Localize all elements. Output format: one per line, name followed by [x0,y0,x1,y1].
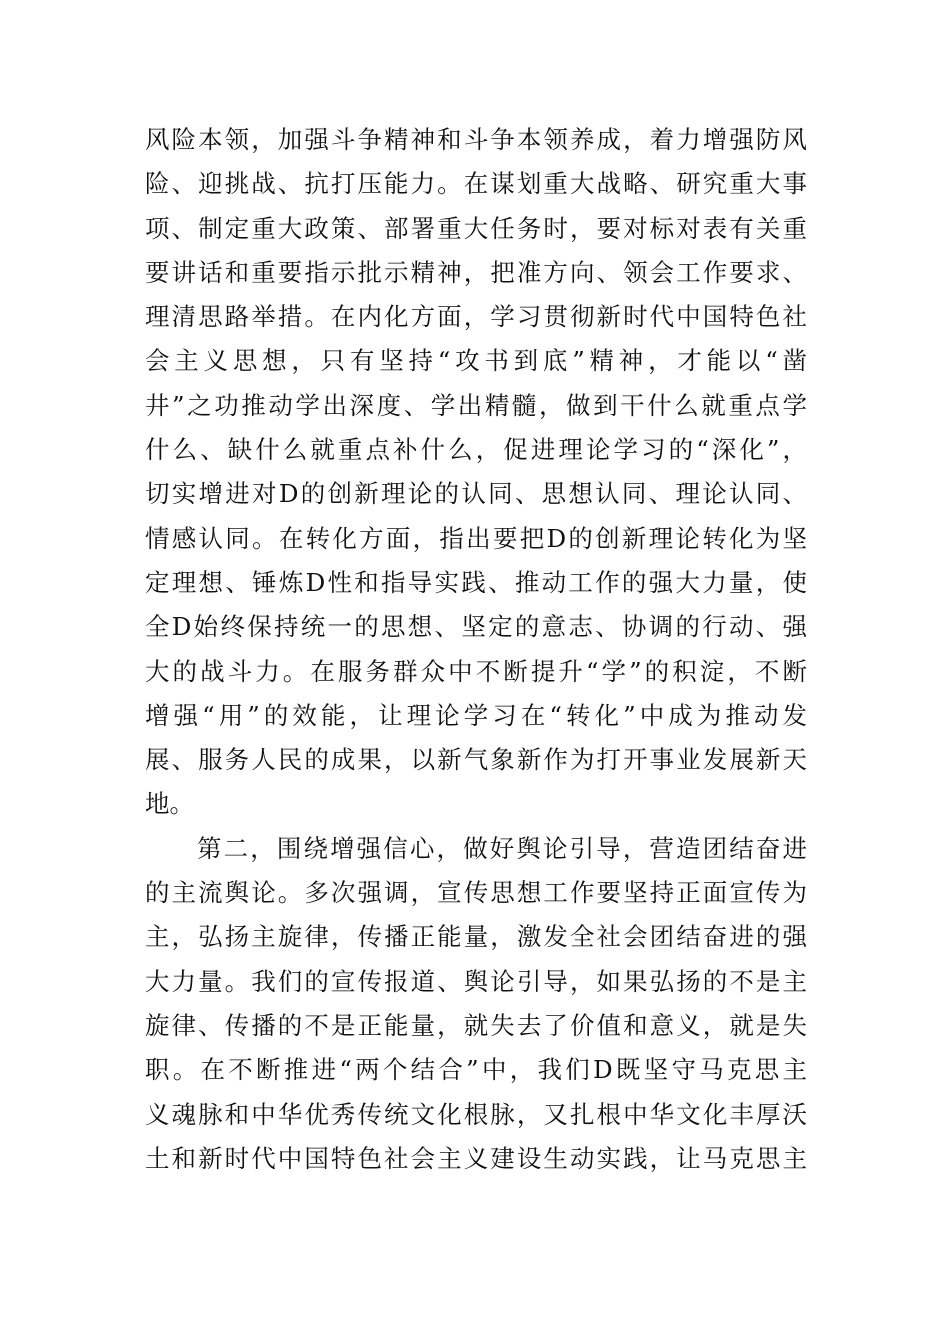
text-line: 情感认同。在转化方面，指出要把D的创新理论转化为坚 [145,523,807,553]
text-line: 什么、缺什么就重点补什么，促进理论学习的“深化”， [145,435,807,465]
text-line: 展、服务人民的成果，以新气象新作为打开事业发展新天 [145,745,807,775]
text-line: 险、迎挑战、抗打压能力。在谋划重大战略、研究重大事 [145,169,807,199]
text-line: 大力量。我们的宣传报道、舆论引导，如果弘扬的不是主 [145,966,807,996]
text-line: 井”之功推动学出深度、学出精髓，做到干什么就重点学 [145,390,807,420]
text-line: 的主流舆论。多次强调，宣传思想工作要坚持正面宣传为 [145,878,807,908]
text-line: 切实增进对D的创新理论的认同、思想认同、理论认同、 [145,479,807,509]
text-line: 会主义思想，只有坚持“攻书到底”精神，才能以“凿 [145,346,807,376]
text-line: 风险本领，加强斗争精神和斗争本领养成，着力增强防风 [145,125,807,154]
text-line: 理清思路举措。在内化方面，学习贯彻新时代中国特色社 [145,302,807,332]
paragraph-start-line: 第二，围绕增强信心，做好舆论引导，营造团结奋进 [197,833,807,863]
body-text [145,118,807,1181]
paragraph-end-line: 地。 [145,789,194,819]
text-line: 增强“用”的效能，让理论学习在“转化”中成为推动发 [145,700,807,730]
text-line: 全D始终保持统一的思想、坚定的意志、协调的行动、强 [145,612,807,642]
text-line: 主，弘扬主旋律，传播正能量，激发全社会团结奋进的强 [145,922,807,952]
text-line: 大的战斗力。在服务群众中不断提升“学”的积淀，不断 [145,656,807,686]
text-line: 定理想、锤炼D性和指导实践、推动工作的强大力量，使 [145,567,807,597]
text-line: 项、制定重大政策、部署重大任务时，要对标对表有关重 [145,213,807,243]
text-line: 要讲话和重要指示批示精神，把准方向、领会工作要求、 [145,257,807,287]
text-line: 旋律、传播的不是正能量，就失去了价值和意义，就是失 [145,1010,807,1040]
text-line: 土和新时代中国特色社会主义建设生动实践，让马克思主 [145,1143,807,1173]
text-line: 义魂脉和中华优秀传统文化根脉，又扎根中华文化丰厚沃 [145,1099,807,1129]
text-line: 职。在不断推进“两个结合”中，我们D既坚守马克思主 [145,1055,807,1085]
